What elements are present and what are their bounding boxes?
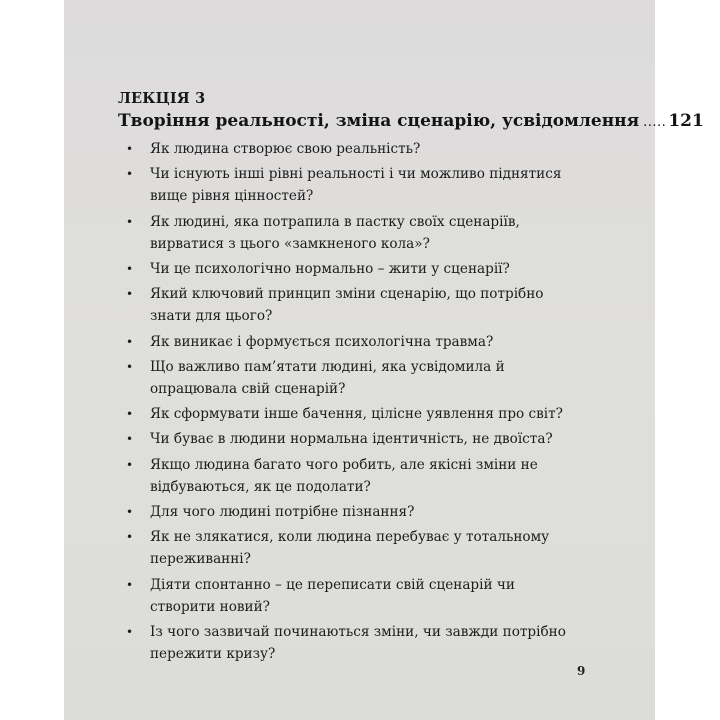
question-item — [118, 574, 573, 618]
question-text: Чи існують інші рівні реальності і чи можливо піднятися вище рівня цінностей? — [150, 166, 562, 205]
bullet-icon: • — [126, 432, 134, 447]
question-text: Як людині, яка потрапила в пастку своїх сценаріїв, вирватися з цього «замкненого кола»? — [150, 213, 520, 252]
bullet-icon: • — [126, 577, 134, 592]
question-text: Із чого зазвичай починаються зміни, чи завжди потрібно пережити кризу? — [150, 624, 566, 663]
bullet-icon: • — [126, 505, 134, 520]
bullet-icon: • — [126, 334, 134, 349]
question-item — [118, 526, 573, 570]
question-item — [118, 331, 573, 353]
bullet-icon: • — [126, 625, 134, 640]
question-item — [118, 621, 573, 665]
question-text: Як виникає і формується психологічна травма? — [150, 333, 494, 350]
question-text: Чи буває в людини нормальна ідентичність, не двоїста? — [150, 431, 553, 448]
bullet-icon: • — [126, 167, 134, 182]
question-text: Як людина створює свою реальність? — [150, 141, 421, 157]
question-text: Для чого людині потрібне пізнання? — [150, 504, 415, 521]
question-item — [118, 403, 573, 425]
lecture-title: Творіння реальності, зміна сценарію, усвідомлення — [118, 111, 640, 131]
question-item — [118, 258, 573, 280]
question-item — [118, 428, 573, 450]
lecture-title-entry — [118, 111, 704, 131]
bullet-icon: • — [126, 530, 134, 545]
bullet-icon: • — [126, 359, 134, 374]
bullet-icon: • — [126, 214, 134, 229]
question-text: Що важливо пам’ятати людині, яка усвідомила й опрацювала свій сценарій? — [150, 358, 505, 398]
question-item — [118, 163, 573, 207]
question-text: Чи це психологічно нормально – жити у сценарії? — [150, 261, 510, 278]
bullet-icon: • — [126, 142, 134, 156]
lecture-label: ЛЕКЦІЯ 3 — [118, 90, 206, 107]
question-list — [118, 138, 573, 668]
bullet-icon: • — [126, 287, 134, 302]
question-text: Як сформувати інше бачення, цілісне уявлення про світ? — [150, 406, 563, 423]
dot-leader: ..... — [643, 115, 667, 130]
question-text: Який ключовий принцип зміни сценарію, що потрібно знати для цього? — [150, 286, 544, 325]
question-item — [118, 138, 573, 160]
question-item — [118, 356, 573, 400]
lecture-page-ref: 121 — [668, 111, 704, 131]
question-item — [118, 211, 573, 255]
question-item — [118, 454, 573, 498]
question-item — [118, 501, 573, 523]
book-page — [64, 0, 704, 720]
bullet-icon: • — [126, 407, 134, 422]
question-text: Якщо людина багато чого робить, але якісні зміни не відбуваються, як це подолати? — [150, 456, 538, 495]
bullet-icon: • — [126, 262, 134, 277]
question-item — [118, 283, 573, 327]
bullet-icon: • — [126, 457, 134, 472]
question-text: Як не злякатися, коли людина перебуває у тотальному переживанні? — [150, 529, 550, 568]
page-number: 9 — [577, 664, 586, 678]
question-text: Діяти спонтанно – це переписати свій сценарій чи створити новий? — [150, 576, 515, 615]
